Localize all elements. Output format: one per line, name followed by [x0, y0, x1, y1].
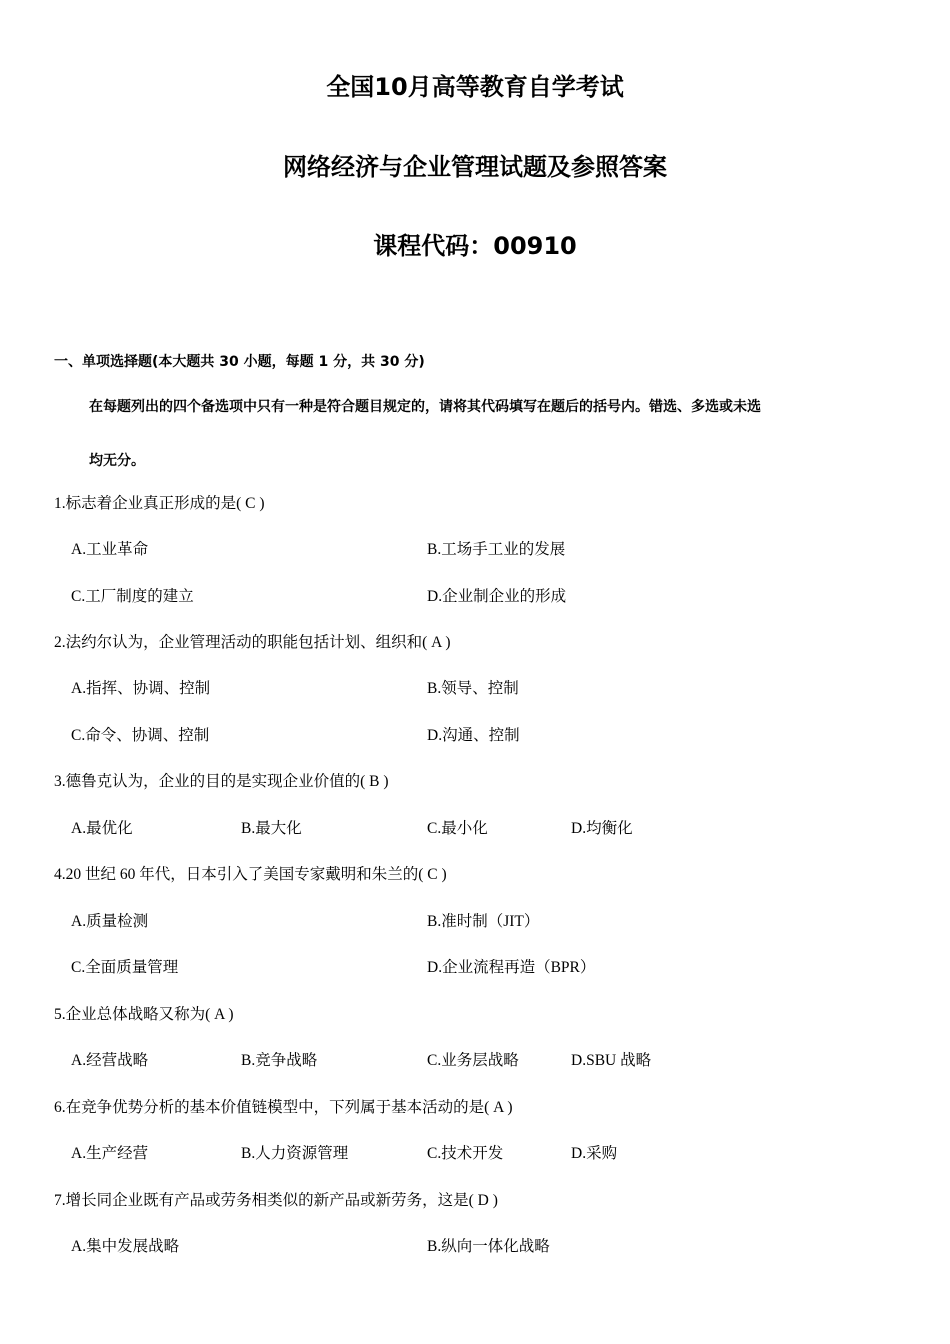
- question-1-option-a: A.工业革命: [71, 541, 149, 558]
- question-7-option-b: B.纵向一体化战略: [427, 1238, 550, 1255]
- document-title-line2: 网络经济与企业管理试题及参照答案: [283, 153, 667, 181]
- question-3-option-c: C.最小化: [427, 820, 488, 837]
- question-6-option-a: A.生产经营: [71, 1145, 149, 1162]
- question-2-option-a: A.指挥、协调、控制: [71, 680, 211, 697]
- question-2-option-c: C.命令、协调、控制: [71, 727, 210, 744]
- section-instruction-line1: 在每题列出的四个备选项中只有一种是符合题目规定的，请将其代码填写在题后的括号内。错选、多选或未选: [89, 399, 761, 415]
- question-6-option-c: C.技术开发: [427, 1145, 504, 1162]
- question-7-stem: 7.增长同企业既有产品或劳务相类似的新产品或新劳务，这是( D ): [54, 1192, 498, 1209]
- section-heading: 一、单项选择题(本大题共 30 小题，每题 1 分，共 30 分): [54, 354, 425, 370]
- question-6-option-b: B.人力资源管理: [241, 1145, 349, 1162]
- question-4-option-b: B.准时制（JIT）: [427, 913, 540, 930]
- section-instruction-line2: 均无分。: [89, 453, 145, 469]
- question-3-option-d: D.均衡化: [571, 820, 633, 837]
- question-2-option-b: B.领导、控制: [427, 680, 519, 697]
- question-3-option-b: B.最大化: [241, 820, 302, 837]
- question-6-option-d: D.采购: [571, 1145, 618, 1162]
- course-code: 课程代码：00910: [373, 232, 577, 260]
- question-5-stem: 5.企业总体战略又称为( A ): [54, 1006, 234, 1023]
- question-7-option-a: A.集中发展战略: [71, 1238, 180, 1255]
- question-1-option-c: C.工厂制度的建立: [71, 588, 194, 605]
- question-1-option-b: B.工场手工业的发展: [427, 541, 566, 558]
- question-5-option-a: A.经营战略: [71, 1052, 149, 1069]
- question-2-option-d: D.沟通、控制: [427, 727, 520, 744]
- question-4-option-c: C.全面质量管理: [71, 959, 179, 976]
- question-1-option-d: D.企业制企业的形成: [427, 588, 567, 605]
- question-5-option-b: B.竞争战略: [241, 1052, 318, 1069]
- question-6-stem: 6.在竞争优势分析的基本价值链模型中，下列属于基本活动的是( A ): [54, 1099, 513, 1116]
- question-3-option-a: A.最优化: [71, 820, 133, 837]
- question-3-stem: 3.德鲁克认为，企业的目的是实现企业价值的( B ): [54, 773, 389, 790]
- document-title-line1: 全国10月高等教育自学考试: [326, 73, 624, 101]
- question-4-option-d: D.企业流程再造（BPR）: [427, 959, 596, 976]
- question-2-stem: 2.法约尔认为，企业管理活动的职能包括计划、组织和( A ): [54, 634, 451, 651]
- question-5-option-c: C.业务层战略: [427, 1052, 519, 1069]
- question-5-option-d: D.SBU 战略: [571, 1052, 652, 1069]
- question-1-stem: 1.标志着企业真正形成的是( C ): [54, 495, 265, 512]
- question-4-option-a: A.质量检测: [71, 913, 149, 930]
- question-4-stem: 4.20 世纪 60 年代，日本引入了美国专家戴明和朱兰的( C ): [54, 866, 447, 883]
